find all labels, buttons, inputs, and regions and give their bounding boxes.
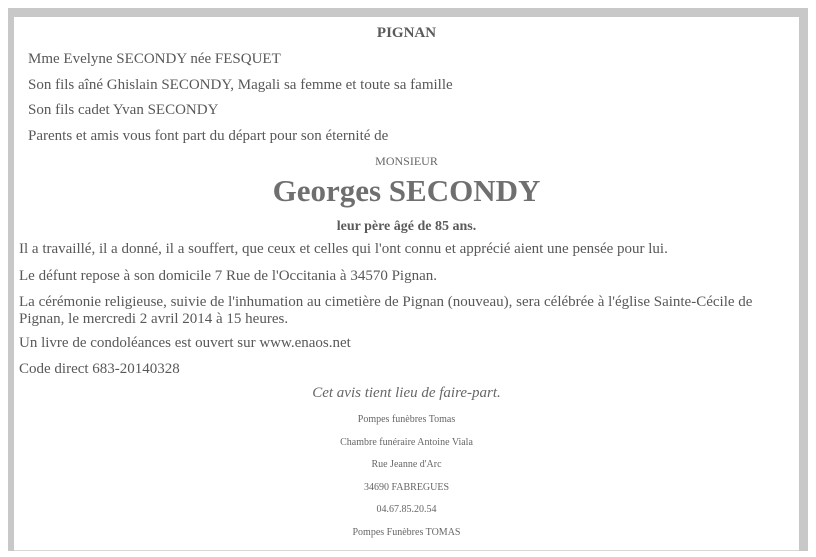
family-announcement: Parents et amis vous font part du départ pour son éternité de	[28, 128, 389, 144]
funeral-home-name: Pompes funèbres Tomas	[357, 414, 456, 425]
funeral-phone: 04.67.85.20.54	[376, 504, 437, 515]
notice-frame-top	[8, 8, 808, 17]
family-line-spouse: Mme Evelyne SECONDY née FESQUET	[28, 51, 281, 67]
residence-paragraph: Le défunt repose à son domicile 7 Rue de l'Occitania à 34570 Pignan.	[19, 268, 438, 284]
condolence-paragraph: Un livre de condoléances est ouvert sur www.enaos.net	[19, 335, 351, 351]
family-line-eldest-son: Son fils aîné Ghislain SECONDY, Magali sa femme et toute sa famille	[28, 77, 453, 93]
ceremony-paragraph: La cérémonie religieuse, suivie de l'inhumation au cimetière de Pignan (nouveau), sera célébrée à l'église Sainte-Cécile de Pignan, le mercredi 2 avril 2014 à 15 heures.	[19, 294, 753, 327]
town-heading: PIGNAN	[376, 25, 437, 41]
honorific: MONSIEUR	[375, 154, 438, 168]
funeral-city: 34690 FABREGUES	[363, 482, 450, 493]
funeral-street: Rue Jeanne d'Arc	[371, 459, 442, 470]
deceased-name: Georges SECONDY	[272, 173, 541, 208]
faire-part-line: Cet avis tient lieu de faire-part.	[312, 385, 501, 401]
family-line-younger-son: Son fils cadet Yvan SECONDY	[28, 102, 219, 118]
direct-code: Code direct 683-20140328	[19, 361, 180, 377]
funeral-home-signature: Pompes Funèbres TOMAS	[352, 527, 461, 538]
tribute-paragraph: Il a travaillé, il a donné, il a souffert, que ceux et celles qui l'ont connu et apprécié aient une pensée pour lui.	[19, 241, 668, 257]
funeral-chamber-name: Chambre funéraire Antoine Viala	[340, 437, 473, 448]
notice-frame-right	[799, 17, 808, 551]
death-notice	[14, 17, 799, 551]
age-line: leur père âgé de 85 ans.	[336, 219, 477, 234]
